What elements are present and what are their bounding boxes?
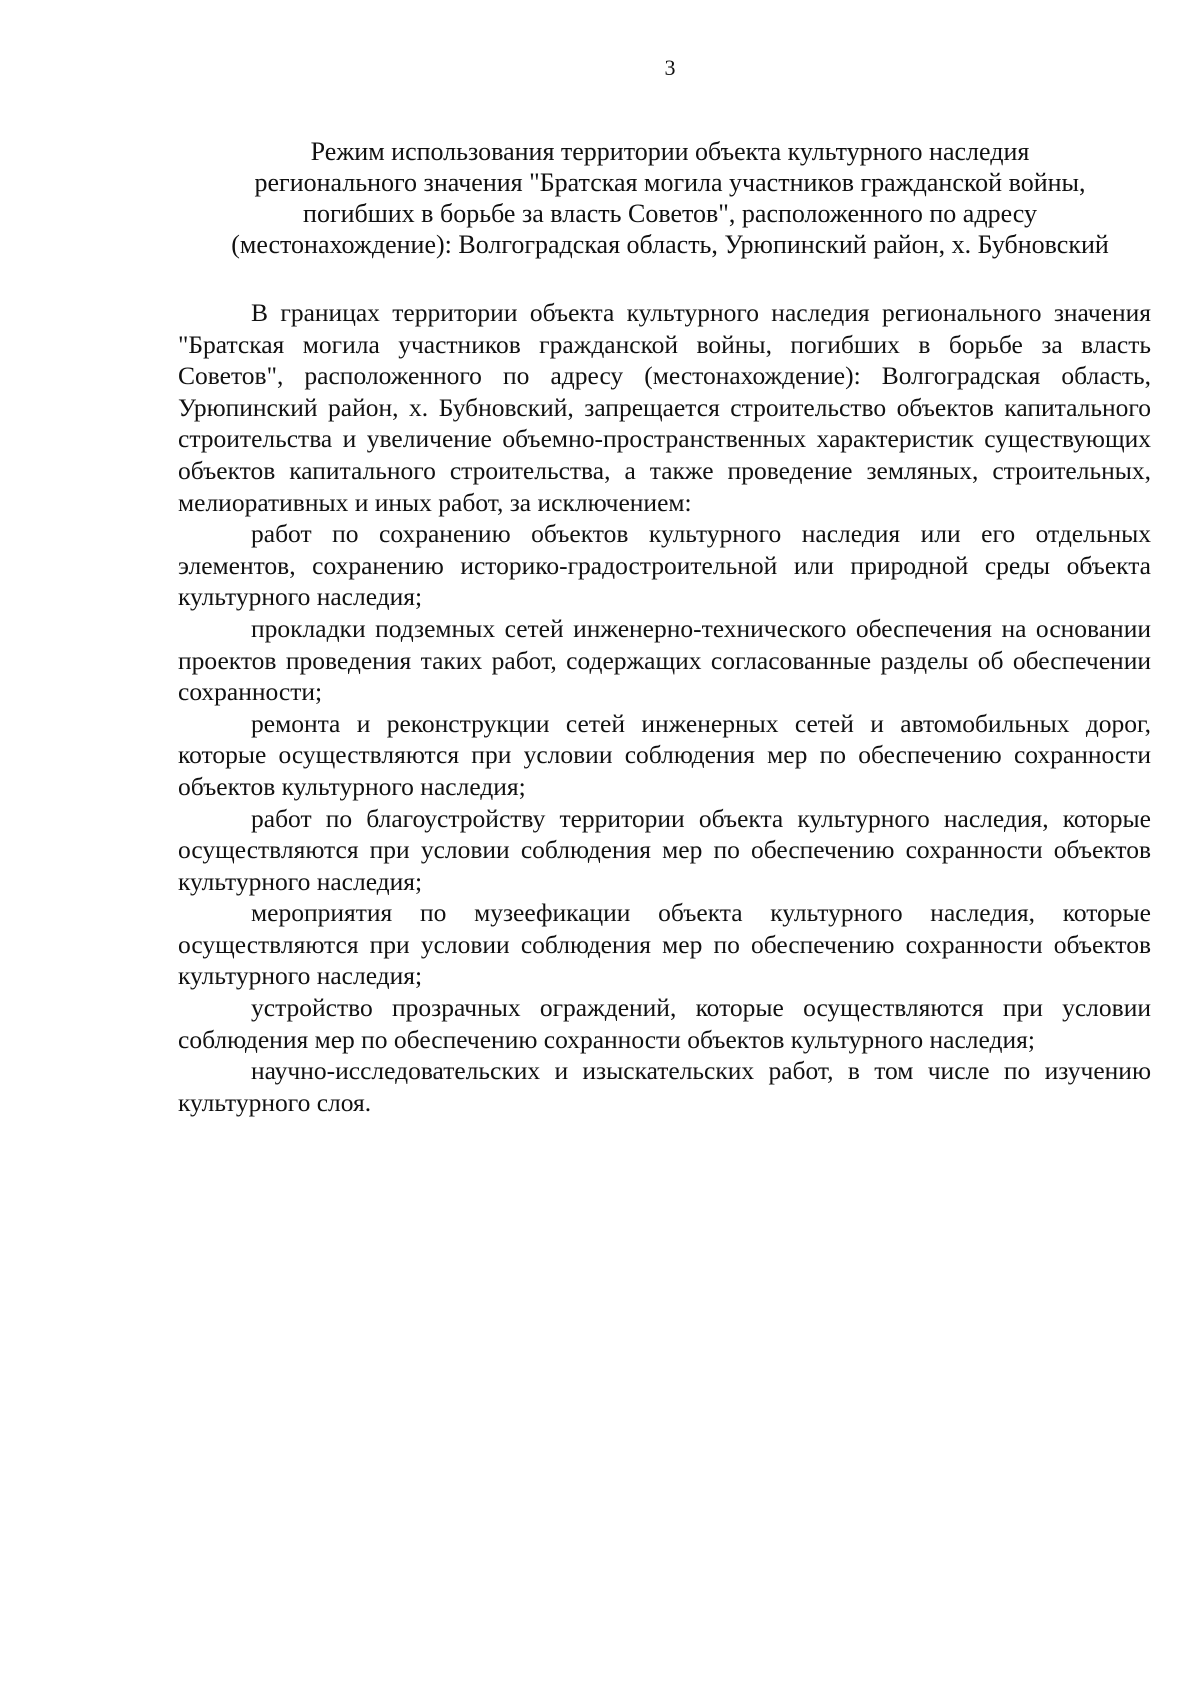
body-paragraph: ремонта и реконструкции сетей инженерных сетей и автомобильных дорог, которые осуществляются при условии соблюдения мер по обеспечению сохранности объектов культурного наследия; — [178, 708, 1151, 801]
document-body — [178, 297, 1151, 1118]
body-paragraph: работ по сохранению объектов культурного наследия или его отдельных элементов, сохранению историко-градостроительной или природной среды объекта культурного наследия; — [178, 519, 1151, 612]
body-paragraph: устройство прозрачных ограждений, которые осуществляются при условии соблюдения мер по обеспечению сохранности объектов культурного наследия; — [178, 993, 1151, 1054]
title-line: регионального значения "Братская могила участников гражданской войны, — [254, 168, 1086, 197]
body-paragraph: В границах территории объекта культурного наследия регионального значения "Братская могила участников гражданской войны, погибших в борьбе за власть Советов", расположенного по адресу (местонахождение): Волгоградская область, Урюпинский район, х. Бубновский, запрещается строительство объектов капитального строительства и увеличение объемно-пространственных характеристик существующих объектов капитального строительства, а также проведение земляных, строительных, мелиоративных и иных работ, за исключением: — [178, 298, 1151, 517]
body-paragraph: прокладки подземных сетей инженерно-технического обеспечения на основании проектов проведения таких работ, содержащих согласованные разделы об обеспечении сохранности; — [178, 613, 1151, 707]
document-title — [170, 136, 1170, 260]
body-paragraph: работ по благоустройству территории объекта культурного наследия, которые осуществляются при условии соблюдения мер по обеспечению сохранности объектов культурного наследия; — [178, 803, 1151, 896]
body-paragraph: научно-исследовательских и изыскательских работ, в том числе по изучению культурного слоя. — [178, 1056, 1151, 1117]
page-number: 3 — [664, 55, 676, 80]
title-line: Режим использования территории объекта культурного наследия — [310, 137, 1030, 166]
body-paragraph: мероприятия по музеефикации объекта культурного наследия, которые осуществляются при условии соблюдения мер по обеспечению сохранности объектов культурного наследия; — [178, 898, 1151, 991]
title-line: (местонахождение): Волгоградская область, Урюпинский район, х. Бубновский — [231, 230, 1109, 259]
title-line: погибших в борьбе за власть Советов", расположенного по адресу — [303, 199, 1037, 228]
